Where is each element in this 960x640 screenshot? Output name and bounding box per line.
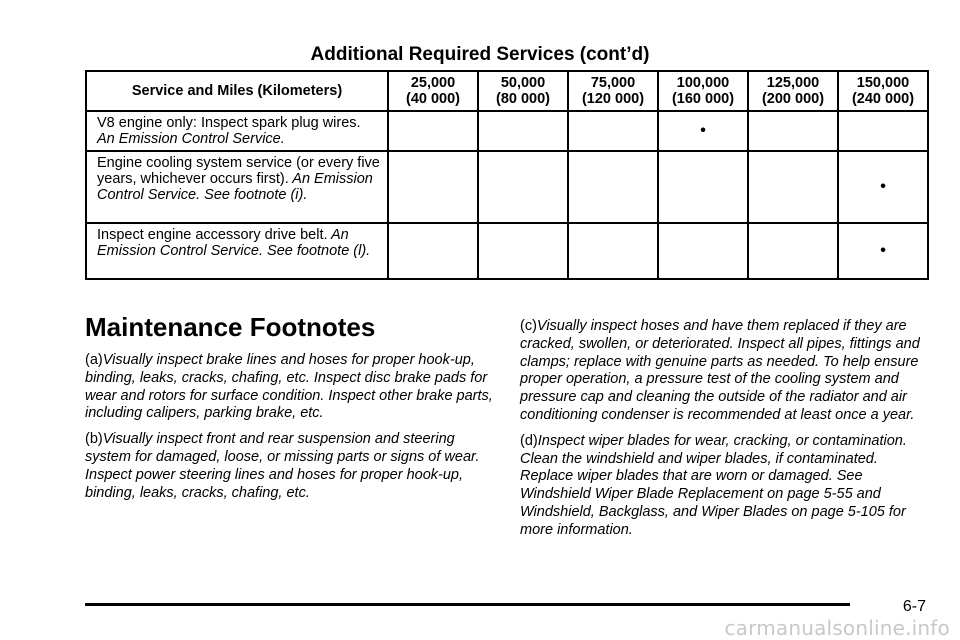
service-mark — [658, 223, 748, 279]
column-header: 75,000 (120 000) — [568, 71, 658, 111]
service-mark — [568, 111, 658, 151]
footnote-text: Visually inspect front and rear suspension and steering system for damaged, loose, or missing parts or signs of wear. Inspect power steering lines and hoses for proper hook-up, binding, leaks, cracks, chafing, etc. — [85, 431, 480, 501]
service-mark — [388, 111, 478, 151]
service-mark — [478, 223, 568, 279]
service-mark: • — [838, 151, 928, 223]
column-header: 150,000 (240 000) — [838, 71, 928, 111]
footnote-label: (b) — [85, 431, 103, 448]
footnote — [520, 433, 930, 540]
service-text: V8 engine only: Inspect spark plug wires. — [97, 115, 361, 131]
footnote-label: (a) — [85, 352, 103, 368]
service-mark — [388, 151, 478, 223]
section-title: Additional Required Services (cont’d) — [310, 44, 650, 65]
service-note: An Emission Control Service. See footnote (l). — [97, 227, 371, 259]
service-note: An Emission Control Service. — [97, 131, 285, 147]
service-mark — [748, 111, 838, 151]
footnote-text: Visually inspect brake lines and hoses for proper hook-up, binding, leaks, cracks, chafing, etc. Inspect disc brake pads for wear and rotors for surface condition. Inspect other brake parts, including calipers, parking brake, etc. — [85, 352, 493, 422]
service-description — [86, 111, 388, 151]
service-mark: • — [658, 111, 748, 151]
footnote — [520, 318, 930, 425]
service-mark — [568, 151, 658, 223]
table-header-row — [86, 71, 928, 111]
service-mark: • — [838, 223, 928, 279]
column-header: 50,000 (80 000) — [478, 71, 568, 111]
service-mark — [568, 223, 658, 279]
service-note: An Emission Control Service. See footnote (i). — [97, 171, 373, 203]
column-header: 100,000 (160 000) — [658, 71, 748, 111]
service-mark — [478, 151, 568, 223]
service-text: Inspect engine accessory drive belt. — [97, 227, 328, 243]
table-row — [86, 151, 928, 223]
column-header: 125,000 (200 000) — [748, 71, 838, 111]
column-header: 25,000 (40 000) — [388, 71, 478, 111]
footnote-label: (d) — [520, 432, 538, 449]
service-mark — [748, 223, 838, 279]
service-description — [86, 223, 388, 279]
service-mark — [748, 151, 838, 223]
page-number: 6-7 — [902, 598, 926, 615]
footer-rule — [85, 603, 850, 606]
footnote-label: (c) — [520, 318, 537, 334]
footnotes-left-column — [85, 352, 493, 510]
service-text: Engine cooling system service (or every five years, whichever occurs first). — [97, 155, 380, 187]
footnotes-right-column — [520, 318, 930, 548]
table-row — [86, 223, 928, 279]
services-table — [85, 70, 929, 280]
footnote-text: Inspect wiper blades for wear, cracking, or contamination. Clean the windshield and wiper blades, if contaminated. Replace wiper blades that are worn or damaged. See Windshield Wiper Blade Replacement on page 5-55 and Windshield, Backglass, and Wiper Blades on page 5-105 for more information. — [520, 432, 907, 538]
footnote — [85, 352, 493, 423]
footnote-text: Visually inspect hoses and have them replaced if they are cracked, swollen, or deteriorated. Inspect all pipes, fittings and clamps; replace with genuine parts as needed. To help ensure proper operation, a pressure test of the cooling system and pressure cap and cleaning the outside of the radiator and air conditioning condenser is recommended at least once a year. — [520, 318, 920, 423]
column-header: Service and Miles (Kilometers) — [86, 71, 388, 111]
service-mark — [838, 111, 928, 151]
footnote — [85, 431, 493, 502]
table-row — [86, 111, 928, 151]
watermark: carmanualsonline.info — [724, 616, 950, 640]
service-mark — [388, 223, 478, 279]
footnotes-heading: Maintenance Footnotes — [85, 312, 376, 342]
service-mark — [658, 151, 748, 223]
service-description — [86, 151, 388, 223]
service-mark — [478, 111, 568, 151]
